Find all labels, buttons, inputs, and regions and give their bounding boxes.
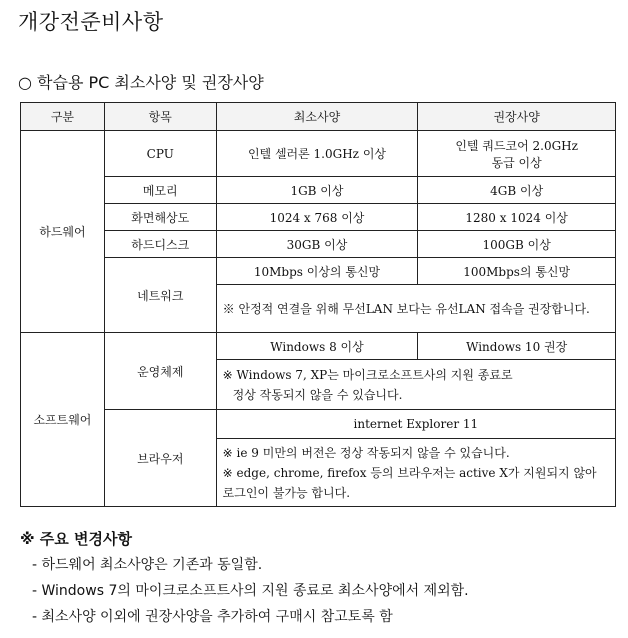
memory-rec: 4GB 이상 <box>418 177 616 204</box>
software-category: 소프트웨어 <box>21 333 105 507</box>
table-row <box>21 177 616 204</box>
network-rec: 100Mbps의 통신망 <box>418 258 616 285</box>
os-rec: Windows 10 권장 <box>418 333 616 360</box>
table-row <box>21 258 616 285</box>
resolution-min: 1024 x 768 이상 <box>216 204 418 231</box>
table-header-row <box>21 103 616 131</box>
disk-min: 30GB 이상 <box>216 231 418 258</box>
network-note: ※ 안정적 연결을 위해 무선LAN 보다는 유선LAN 접속을 권장합니다. <box>216 285 615 333</box>
table-row <box>21 131 616 177</box>
memory-min: 1GB 이상 <box>216 177 418 204</box>
memory-item: 메모리 <box>104 177 216 204</box>
os-note-line1: ※ Windows 7, XP는 마이크로소프트사의 지원 종료로 <box>222 367 513 382</box>
os-min: Windows 8 이상 <box>216 333 418 360</box>
browser-item: 브라우저 <box>104 410 216 507</box>
header-item: 항목 <box>104 103 216 131</box>
os-item: 운영체제 <box>104 333 216 410</box>
section-heading: ○ 학습용 PC 최소사양 및 권장사양 <box>18 73 264 92</box>
disk-item: 하드디스크 <box>104 231 216 258</box>
disk-rec: 100GB 이상 <box>418 231 616 258</box>
cpu-min: 인텔 셀러론 1.0GHz 이상 <box>216 131 418 177</box>
os-note <box>216 360 615 410</box>
notes-title: ※ 주요 변경사항 <box>20 530 132 548</box>
network-item: 네트워크 <box>104 258 216 333</box>
hardware-category: 하드웨어 <box>21 131 105 333</box>
resolution-item: 화면해상도 <box>104 204 216 231</box>
note-item: - Windows 7의 마이크로소프트사의 지원 종료로 최소사양에서 제외함. <box>32 583 469 599</box>
table-row <box>21 333 616 360</box>
network-min: 10Mbps 이상의 통신망 <box>216 258 418 285</box>
table-row <box>21 204 616 231</box>
cpu-rec-line1: 인텔 쿼드코어 2.0GHz <box>455 138 578 153</box>
browser-spec: internet Explorer 11 <box>216 410 615 439</box>
header-minimum: 최소사양 <box>216 103 418 131</box>
resolution-rec: 1280 x 1024 이상 <box>418 204 616 231</box>
cpu-rec <box>418 131 616 177</box>
spec-table <box>20 102 616 507</box>
header-category: 구분 <box>21 103 105 131</box>
notes-list <box>32 552 469 630</box>
browser-note <box>216 439 615 507</box>
browser-note-line1: ※ ie 9 미만의 버전은 정상 작동되지 않을 수 있습니다. <box>222 445 510 460</box>
os-note-line2: 정상 작동되지 않을 수 있습니다. <box>232 387 403 402</box>
table-row <box>21 410 616 439</box>
header-recommended: 권장사양 <box>418 103 616 131</box>
page-title: 개강전준비사항 <box>18 10 164 34</box>
browser-note-line2: ※ edge, chrome, firefox 등의 브라우저는 active X가 지원되지 않아 로그인이 불가능 합니다. <box>222 465 597 500</box>
note-item: - 최소사양 이외에 권장사양을 추가하여 구매시 참고토록 함 <box>32 609 393 625</box>
note-item: - 하드웨어 최소사양은 기존과 동일함. <box>32 557 263 573</box>
cpu-rec-line2: 동급 이상 <box>491 155 542 170</box>
table-row <box>21 231 616 258</box>
cpu-item: CPU <box>104 131 216 177</box>
